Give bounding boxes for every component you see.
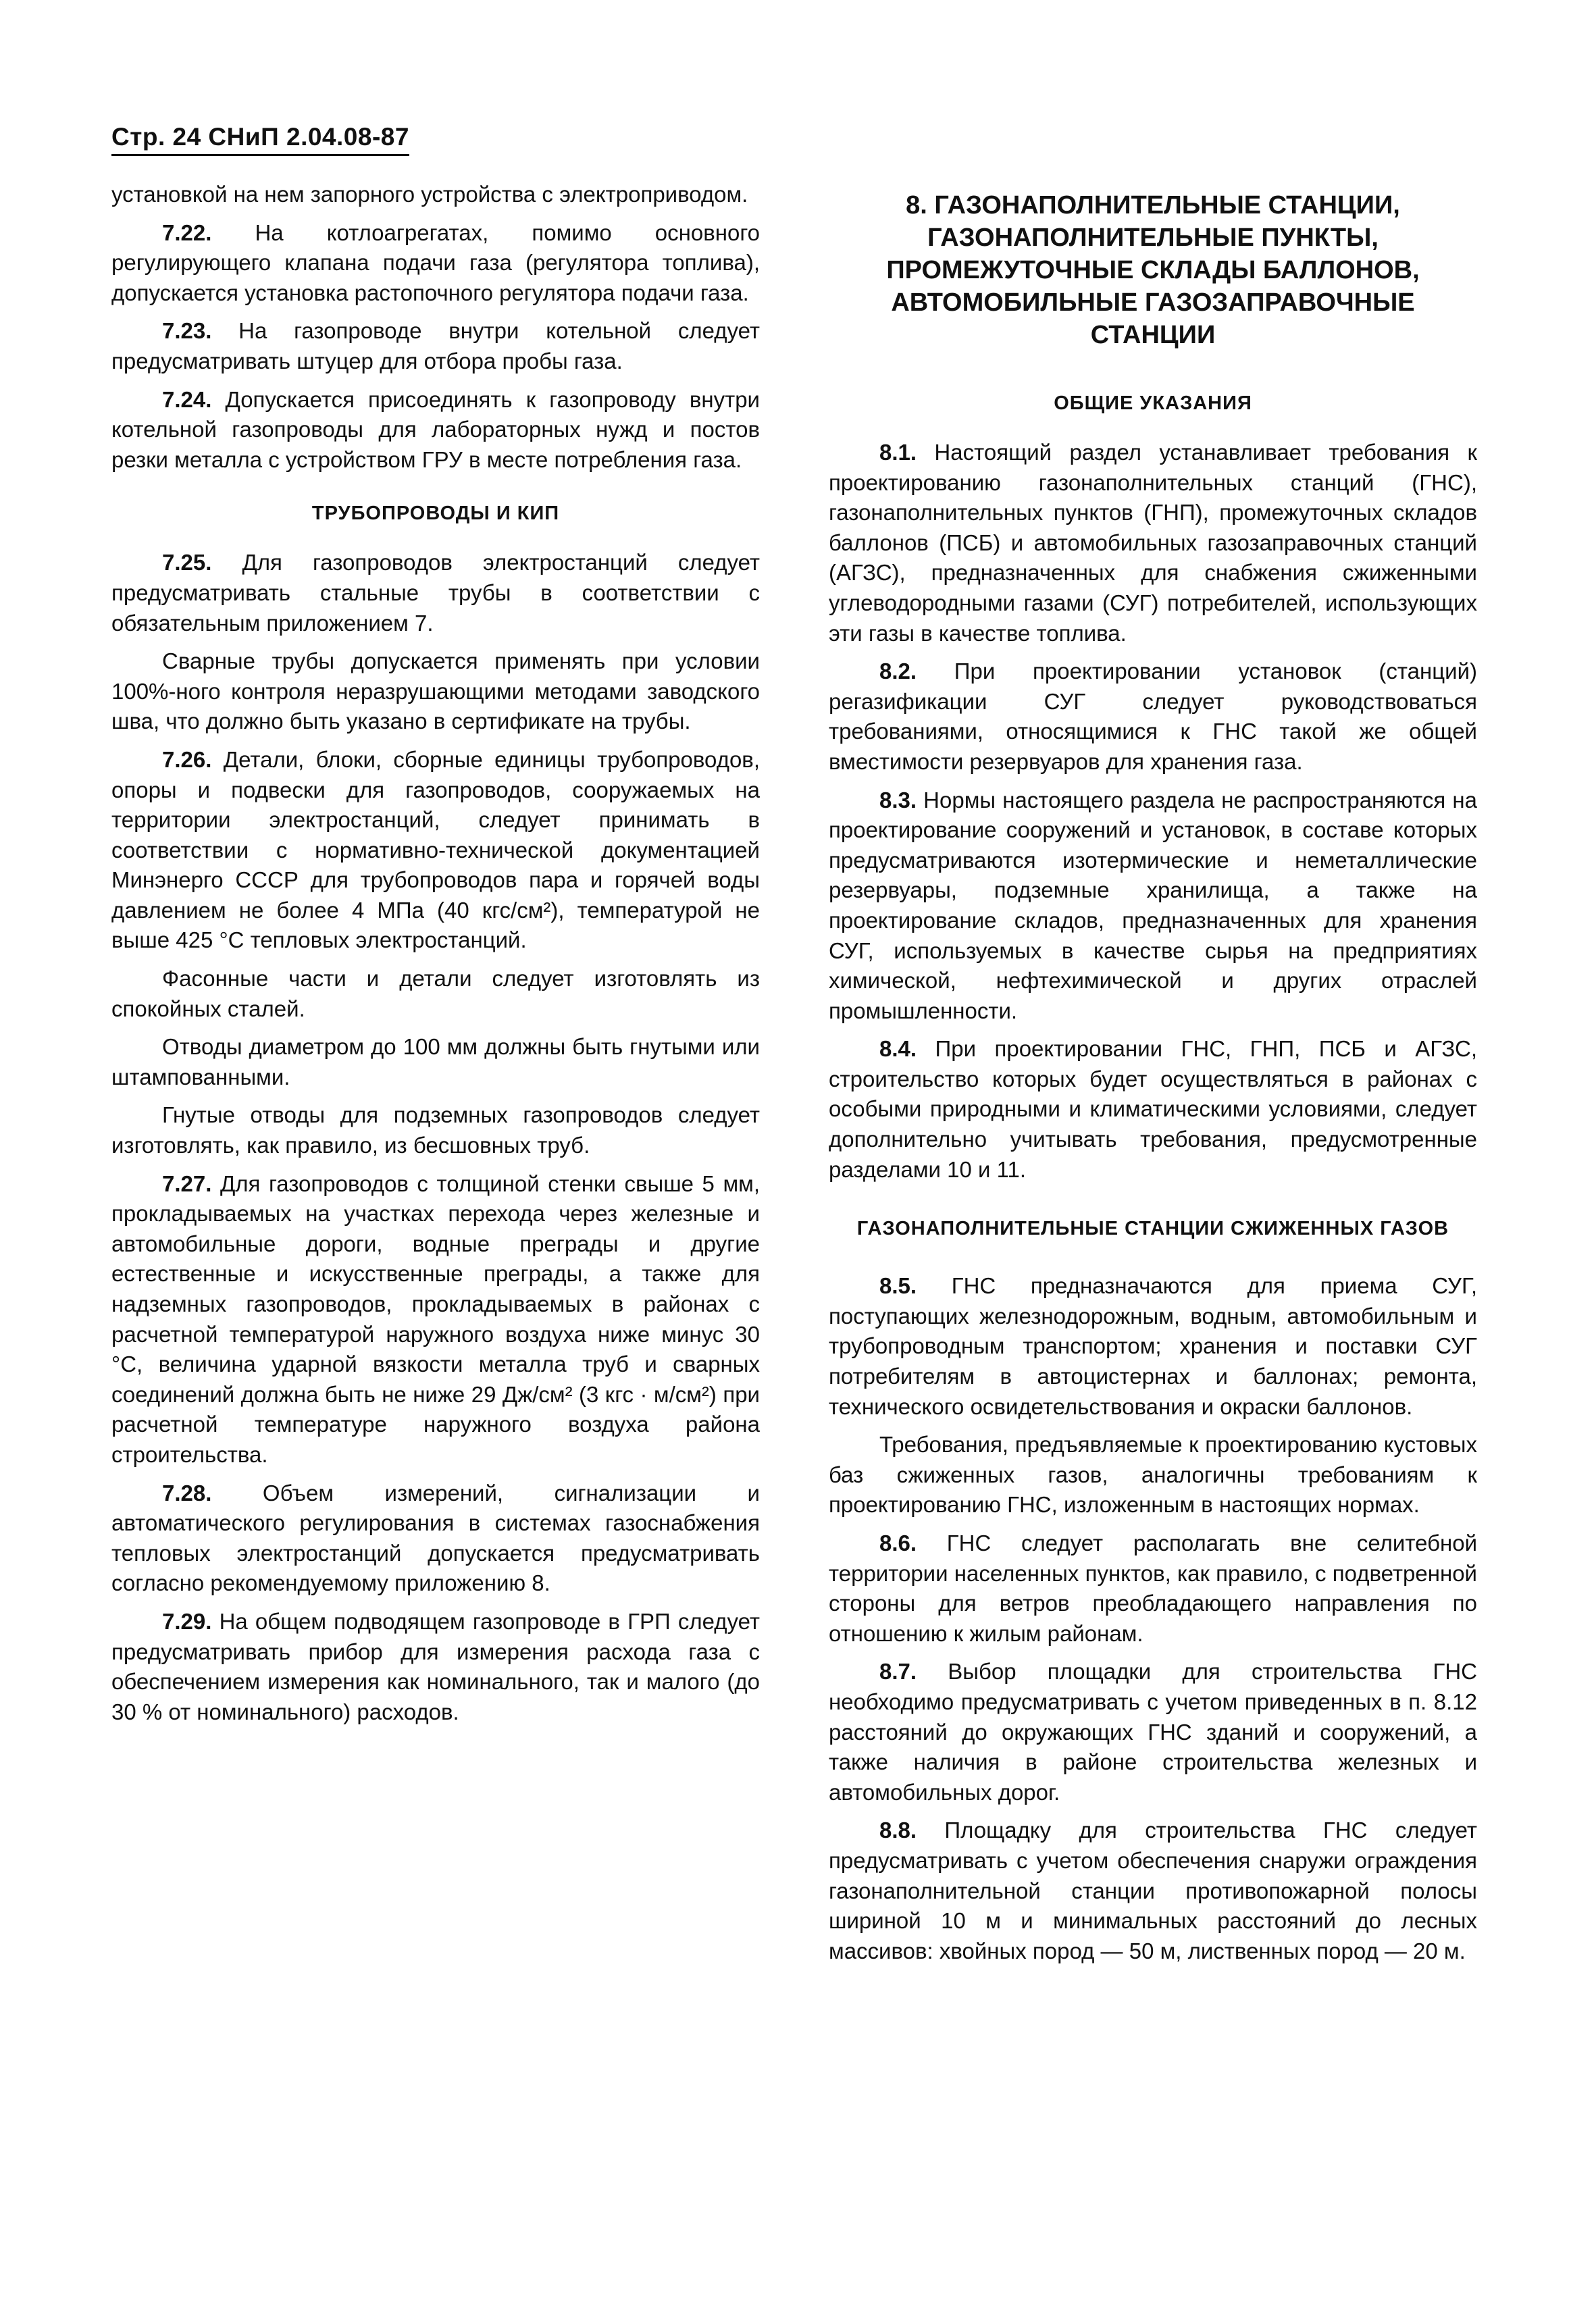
paragraph xyxy=(111,745,760,956)
paragraph xyxy=(111,218,760,309)
right-column xyxy=(829,180,1477,1974)
clause-number: 7.23. xyxy=(162,318,212,344)
paragraph xyxy=(829,657,1477,777)
paragraph-text: Сварные трубы допускается применять при условии 100%-ного контроля неразрушающими методами заводского шва, что должно быть указано в сертификате на трубы. xyxy=(111,648,760,734)
paragraph xyxy=(111,1169,760,1470)
clause-number: 7.24. xyxy=(162,386,212,412)
paragraph-text: На общем подводящем газопроводе в ГРП следует предусматривать прибор для измерения расхода газа с обеспечением измерения как номинального, так и малого (до 30 % от номинального) расходов. xyxy=(111,1608,760,1724)
paragraph-text: На котлоагрегатах, помимо основного регулирующего клапана подачи газа (регулятора топлива), допускается установка растопочного регулятора подачи газа. xyxy=(111,220,760,305)
paragraph xyxy=(111,316,760,376)
subsection-heading: ОБЩИЕ УКАЗАНИЯ xyxy=(1054,392,1252,414)
paragraph xyxy=(829,1528,1477,1649)
paragraph xyxy=(111,385,760,475)
paragraph-text: установкой на нем запорного устройства с электроприводом. xyxy=(111,182,748,207)
paragraph xyxy=(829,1816,1477,1966)
paragraph-text: Для газопроводов с толщиной стенки свыше 5 мм, прокладываемых на участках перехода через железные и автомобильные дороги, водные преграды и другие естественные и искусственные преграды, а также для надземных газопроводов, прокладываемых в районах с расчетной температурой наружного воздуха ниже минус 30 °С, величина ударной вязкости металла труб и сварных соединений должна быть не ниже 29 Дж/см² (3 кгс · м/см²) при расчетной температуре наружного воздуха района строительства. xyxy=(111,1171,760,1467)
paragraph-text: Для газопроводов электростанций следует предусматривать стальные трубы в соответствии с обязательным приложением 7. xyxy=(111,550,760,636)
paragraph xyxy=(111,1479,760,1599)
page-header: Стр. 24 СНиП 2.04.08-87 xyxy=(111,123,409,156)
paragraph-text: На газопроводе внутри котельной следует предусматривать штуцер для отбора пробы газа. xyxy=(111,318,760,374)
paragraph-text: Выбор площадки для строительства ГНС необходимо предусматривать с учетом приведенных в п. 8.12 расстояний до окружающих ГНС зданий и сооружений, а также наличия в районе строительства железных и автомобильных дорог. xyxy=(829,1659,1477,1805)
paragraph-text: Площадку для строительства ГНС следует предусматривать с учетом обеспечения снаружи ограждения газонаполнительной станции противопожарной полосы шириной 10 м и минимальных расстояний до лесных массивов: хвойных пород — 50 м, лиственных пород — 20 м. xyxy=(829,1818,1477,1963)
paragraph-text: Нормы настоящего раздела не распространяются на проектирование сооружений и установок, в составе которых предусматриваются изотермические и неметаллические резервуары, подземные хранилища, а также на проектирование складов, предназначенных для хранения СУГ, используемых в качестве сырья на предприятиях химической, нефтехимической и других отраслей промышленности. xyxy=(829,787,1477,1023)
clause-number: 7.25. xyxy=(162,550,212,575)
paragraph xyxy=(111,964,760,1024)
paragraph xyxy=(111,1032,760,1092)
paragraph-text: ГНС следует располагать вне селитебной территории населенных пунктов, как правило, с подветренной стороны для ветров преобладающего направления по отношению к жилым районам. xyxy=(829,1531,1477,1646)
paragraph-text: При проектировании ГНС, ГНП, ПСБ и АГЗС, строительство которых будет осуществляться в районах с особыми природными и климатическими условиями, следует дополнительно учитывать требования, предусмотренные разделами 10 и 11. xyxy=(829,1036,1477,1182)
paragraph xyxy=(111,1100,760,1160)
paragraph-text: При проектировании установок (станций) регазификации СУГ следует руководствоваться требованиями, относящимися к ГНС такой же общей вместимости резервуаров для хранения газа. xyxy=(829,659,1477,774)
clause-number: 8.7. xyxy=(879,1659,917,1685)
paragraph xyxy=(111,1607,760,1727)
paragraph xyxy=(829,1430,1477,1520)
clause-number: 7.22. xyxy=(162,220,212,245)
paragraph-text: Объем измерений, сигнализации и автоматического регулирования в системах газоснабжения тепловых электростанций допускается предусматривать согласно рекомендуемому приложению 8. xyxy=(111,1480,760,1596)
left-column xyxy=(111,180,760,1735)
paragraph-text: Требования, предъявляемые к проектированию кустовых баз сжиженных газов, аналогичны требованиям к проектированию ГНС, изложенным в настоящих нормах. xyxy=(829,1432,1477,1518)
paragraph xyxy=(111,180,760,210)
paragraph xyxy=(111,548,760,638)
section-title: 8. ГАЗОНАПОЛНИТЕЛЬНЫЕ СТАНЦИИ, ГАЗОНАПОЛНИТЕЛЬНЫЕ ПУНКТЫ, ПРОМЕЖУТОЧНЫЕ СКЛАДЫ БАЛЛОНОВ, АВТОМОБИЛЬНЫЕ ГАЗОЗАПРАВОЧНЫЕ СТАНЦИИ xyxy=(886,191,1420,349)
paragraph xyxy=(829,786,1477,1027)
subsection-heading: ГАЗОНАПОЛНИТЕЛЬНЫЕ СТАНЦИИ СЖИЖЕННЫХ ГАЗОВ xyxy=(856,1218,1449,1240)
paragraph-text: Гнутые отводы для подземных газопроводов следует изготовлять, как правило, из бесшовных труб. xyxy=(111,1102,760,1158)
clause-number: 8.4. xyxy=(879,1036,917,1062)
paragraph xyxy=(829,1657,1477,1807)
clause-number: 7.29. xyxy=(162,1608,212,1634)
clause-number: 7.26. xyxy=(162,746,212,772)
paragraph-text: Фасонные части и детали следует изготовлять из спокойных сталей. xyxy=(111,966,760,1021)
clause-number: 8.8. xyxy=(879,1818,917,1843)
paragraph-text: Детали, блоки, сборные единицы трубопроводов, опоры и подвески для газопроводов, сооружаемых на территории электростанций, следует принимать в соответствии с нормативно-технической документацией Минэнерго СССР для трубопроводов пара и горячей воды давлением не более 4 МПа (40 кгс/см²), температурой не выше 425 °С тепловых электростанций. xyxy=(111,746,760,953)
clause-number: 7.27. xyxy=(162,1171,212,1196)
clause-number: 8.6. xyxy=(879,1531,917,1555)
paragraph-text: ГНС предназначаются для приема СУГ, поступающих железнодорожным, водным, автомобильным и трубопроводным транспортом; хранения и поставки СУГ потребителям в автоцистернах и баллонах; ремонта, технического освидетельствования и окраски баллонов. xyxy=(829,1273,1477,1419)
clause-number: 8.5. xyxy=(879,1273,917,1299)
paragraph xyxy=(829,438,1477,648)
clause-number: 8.2. xyxy=(879,659,917,684)
paragraph xyxy=(829,1034,1477,1185)
paragraph xyxy=(829,1271,1477,1422)
paragraph-text: Допускается присоединять к газопроводу внутри котельной газопроводы для лабораторных нужд и постов резки металла с устройством ГРУ в месте потребления газа. xyxy=(111,386,760,472)
clause-number: 7.28. xyxy=(162,1480,212,1506)
paragraph-text: Отводы диаметром до 100 мм должны быть гнутыми или штампованными. xyxy=(111,1034,760,1089)
subsection-heading: ТРУБОПРОВОДЫ И КИП xyxy=(311,503,560,525)
clause-number: 8.1. xyxy=(879,440,917,465)
clause-number: 8.3. xyxy=(879,787,917,813)
paragraph-text: Настоящий раздел устанавливает требования к проектированию газонаполнительных станций (ГНС), газонаполнительных пунктов (ГНП), промежуточных складов баллонов (ПСБ) и автомобильных газозаправочных станций (АГЗС), предназначенных для снабжения сжиженными углеводородными газами (СУГ) потребителей, использующих эти газы в качестве топлива. xyxy=(829,440,1477,646)
paragraph xyxy=(111,646,760,737)
